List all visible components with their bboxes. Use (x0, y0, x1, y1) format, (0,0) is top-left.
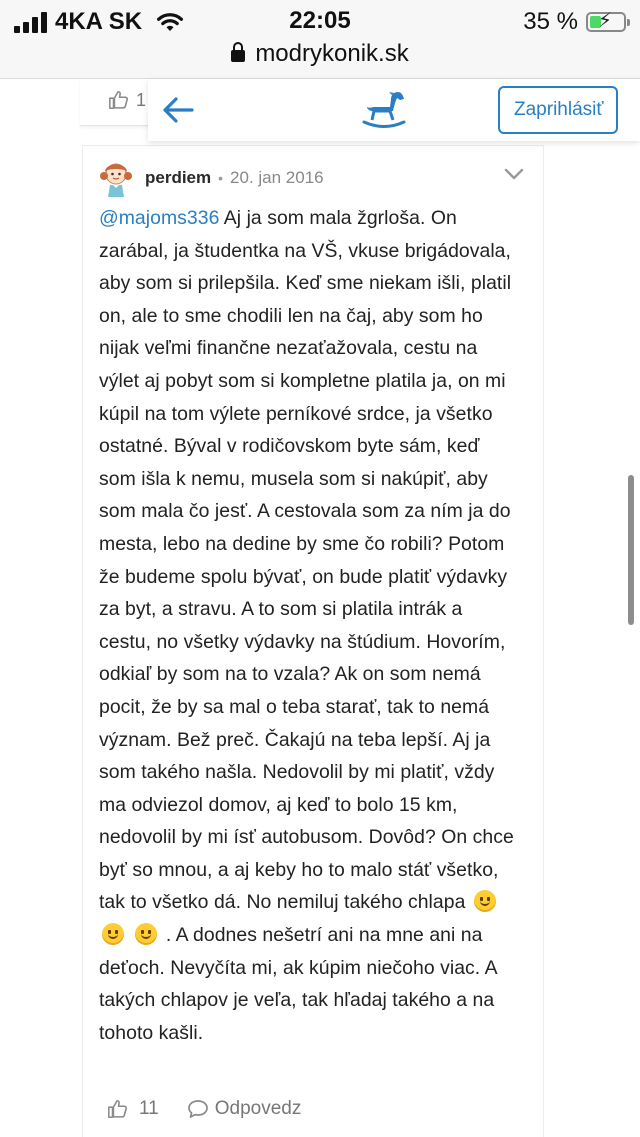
thumbs-up-icon (108, 89, 130, 111)
page (0, 79, 640, 1136)
avatar[interactable] (99, 159, 133, 197)
url-text: modrykonik.sk (255, 40, 409, 67)
battery-percent: 35 % (523, 8, 578, 35)
comment-footer (107, 1098, 301, 1120)
status-right (523, 8, 626, 36)
charging-bolt-icon: ⚡ (598, 10, 613, 32)
comment-date: 20. jan 2016 (230, 168, 324, 187)
carrier-name: 4KA SK (55, 8, 143, 35)
status-time: 22:05 (289, 7, 351, 34)
speech-bubble-icon (187, 1099, 209, 1119)
login-button[interactable]: Zaprihlásiť (498, 86, 618, 134)
rocking-horse-icon[interactable] (360, 89, 408, 129)
smile-emoji-icon (135, 923, 157, 945)
previous-like-count: 1 (136, 89, 147, 110)
arrow-left-icon[interactable] (162, 95, 194, 125)
meta-separator: • (218, 170, 224, 186)
lock-icon (231, 50, 245, 62)
url-bar[interactable] (0, 40, 640, 68)
top-nav-bar (148, 79, 640, 141)
mention-link[interactable]: @majoms336 (99, 207, 220, 229)
comment-header (99, 158, 529, 198)
smile-emoji-icon (474, 890, 496, 912)
status-bar (0, 0, 640, 79)
comment-text-part1: Aj ja som mala žgrloša. On zarábal, ja študentka na VŠ, vkuse brigádovala, aby som si prilepšila. Keď sme niekam išli, platil on, ale to sme chodili len na čaj, aby som ho nijak veľmi finančne nezaťažovala, cestu na výlet aj pobyt som si kompletne platila ja, on mi kúpil na tom výlete perníkové srdce, ja všetko ostatné. Býval v rodičovskom byte sám, keď som išla k nemu, musela som si nakúpiť, aby som mala čo jesť. A cestovala som za ním ja do mesta, lebo na dedine by sme čo robili? Potom že budeme spolu bývať, on bude platiť výdavky za byt, a stravu. A to som si platila intrák a cestu, no všetky výdavky na štúdium. Hovorím, odkiaľ by som na to vzala? Ak on som nemá pocit, že by sa mal o teba starať, tak to nemá význam. Bež preč. Čakajú na teba lepší. Aj ja som takého našla. Nedovolil by mi platiť, vždy ma odviezol domov, aj keď to bolo 15 km, nedovolil by mi ísť autobusom. Dovôd? On chce byť so mnou, a aj keby ho to malo stáť všetko, tak to všetko dá. No nemiluj takého chlapa (99, 207, 514, 914)
comment-text-part2: . A dodnes nešetrí ani na mne ani na deťoch. Nevyčíta mi, ak kúpim niečoho viac. A takých chlapov je veľa, tak hľadaj takého a na tohoto kašli. (99, 924, 497, 1044)
battery-icon (586, 12, 626, 32)
smile-emoji-icon (102, 923, 124, 945)
thumbs-up-icon[interactable] (107, 1098, 129, 1120)
comment-body (99, 202, 517, 1049)
comment-author[interactable]: perdiem (145, 168, 212, 187)
comment-card (82, 145, 544, 1137)
chevron-down-icon[interactable] (503, 166, 525, 182)
previous-like-button[interactable] (108, 89, 146, 111)
like-count: 11 (139, 1098, 159, 1119)
reply-button[interactable]: Odpovedz (214, 1098, 302, 1119)
scrollbar[interactable] (628, 475, 634, 625)
